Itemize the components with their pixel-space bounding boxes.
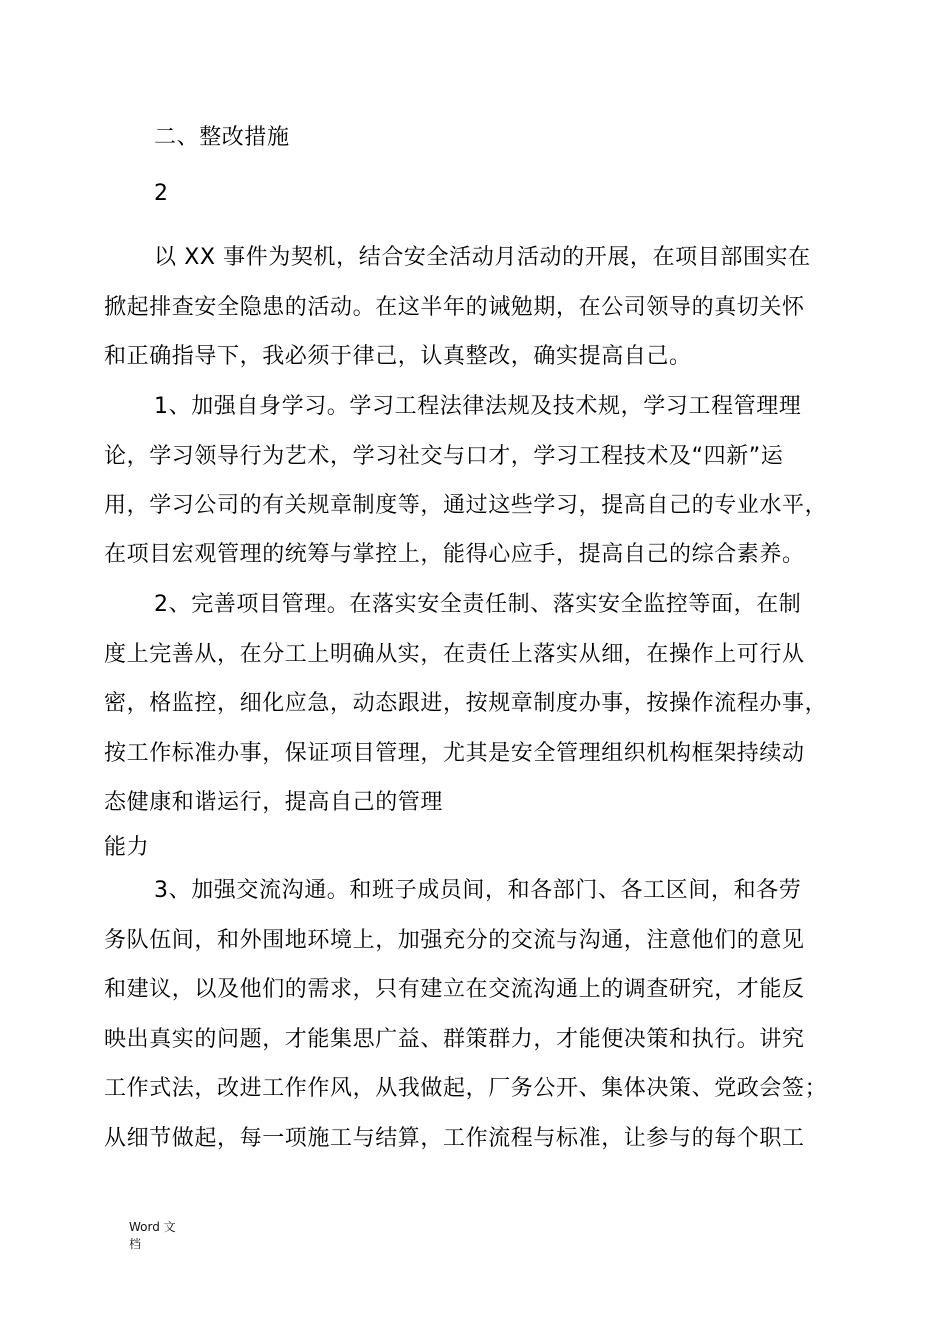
paragraph-line: 工作式法，改进工作作风，从我做起，厂务公开、集体决策、党政会签； xyxy=(104,1076,828,1101)
paragraph-line: 2、完善项目管理。在落实安全责任制、落实安全监控等面，在制 xyxy=(154,592,802,617)
section-heading: 二、整改措施 xyxy=(154,125,290,150)
page-number: 2 xyxy=(154,181,169,206)
paragraph-line: 在项目宏观管理的统筹与掌控上，能得心应手，提高自己的综合素养。 xyxy=(104,542,805,567)
paragraph-line: 掀起排查安全隐患的活动。在这半年的诫勉期，在公司领导的真切关怀 xyxy=(104,295,805,320)
paragraph-line: 论，学习领导行为艺术，学习社交与口才，学习工程技术及“四新”运 xyxy=(104,444,784,469)
paragraph-line: 用，学习公司的有关规章制度等，通过这些学习，提高自己的专业水平， xyxy=(104,493,828,518)
footer-label: Word 文 xyxy=(129,1220,176,1234)
paragraph-line: 度上完善从，在分工上明确从实，在责任上落实从细，在操作上可行从 xyxy=(104,642,805,667)
paragraph-line: 能力 xyxy=(104,835,150,860)
paragraph-line: 务队伍间，和外围地环境上，加强充分的交流与沟通，注意他们的意见 xyxy=(104,928,805,953)
paragraph-line: 1、加强自身学习。学习工程法律法规及技术规，学习工程管理理 xyxy=(154,394,802,419)
paragraph-line: 按工作标准办事，保证项目管理，尤其是安全管理组织机构框架持续动 xyxy=(104,741,805,766)
paragraph-line: 3、加强交流沟通。和班子成员间，和各部门、各工区间，和各劳 xyxy=(154,878,802,903)
paragraph-line: 密，格监控，细化应急，动态跟进，按规章制度办事，按操作流程办事， xyxy=(104,691,828,716)
paragraph-line: 态健康和谐运行，提高自己的管理 xyxy=(104,790,444,815)
footer-label-cont: 档 xyxy=(129,1237,142,1251)
paragraph-line: 和正确指导下，我必须于律己，认真整改，确实提高自己。 xyxy=(104,344,692,369)
paragraph-line: 以 XX 事件为契机，结合安全活动月活动的开展，在项目部围实在 xyxy=(154,245,811,270)
paragraph-line: 和建议，以及他们的需求，只有建立在交流沟通上的调查研究，才能反 xyxy=(104,977,805,1002)
paragraph-line: 从细节做起，每一项施工与结算，工作流程与标准，让参与的每个职工 xyxy=(104,1126,805,1151)
paragraph-line: 映出真实的问题，才能集思广益、群策群力，才能便决策和执行。讲究 xyxy=(104,1027,805,1052)
